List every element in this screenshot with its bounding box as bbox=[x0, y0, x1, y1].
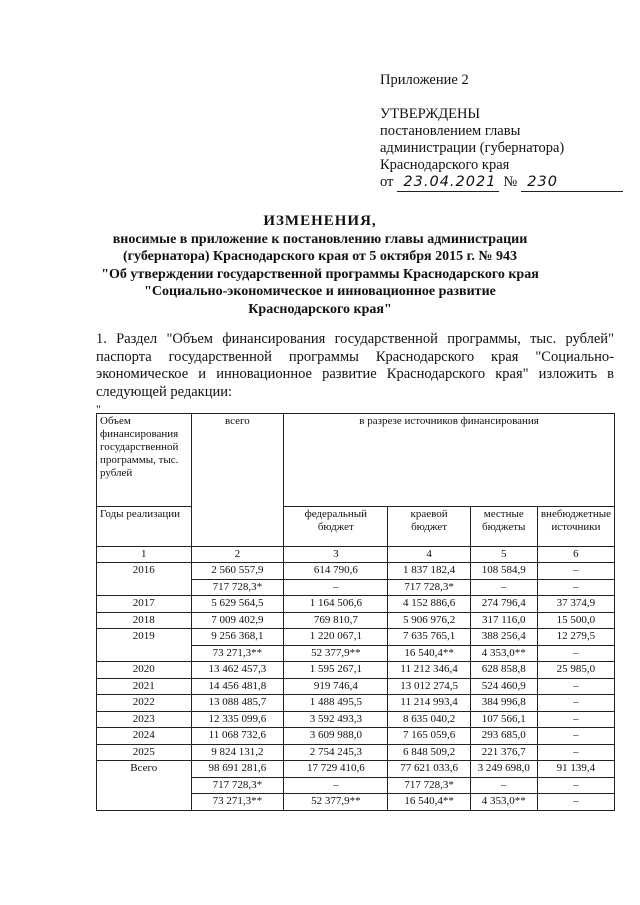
federal-cell: 919 746,4 bbox=[284, 678, 388, 695]
column-number: 5 bbox=[470, 547, 537, 563]
extra-cell: – bbox=[537, 695, 614, 712]
extra-cell: – bbox=[537, 794, 614, 811]
appendix-label: Приложение 2 bbox=[380, 72, 469, 88]
extra-cell: 15 500,0 bbox=[537, 612, 614, 629]
table-row bbox=[97, 563, 615, 580]
federal-cell: 1 488 495,5 bbox=[284, 695, 388, 712]
extra-cell: 37 374,9 bbox=[537, 596, 614, 613]
approved-label: УТВЕРЖДЕНЫ bbox=[380, 106, 481, 122]
year-cell: 2017 bbox=[97, 596, 192, 613]
number-prefix: № bbox=[503, 174, 518, 190]
regional-cell: 7 635 765,1 bbox=[388, 629, 470, 646]
regional-cell: 11 212 346,4 bbox=[388, 662, 470, 679]
regional-cell: 5 906 976,2 bbox=[388, 612, 470, 629]
year-cell: 2023 bbox=[97, 711, 192, 728]
local-cell: 384 996,8 bbox=[470, 695, 537, 712]
local-cell: – bbox=[470, 579, 537, 596]
title-line: вносимые в приложение к постановлению главы администрации bbox=[112, 231, 528, 247]
total-cell: 717 728,3* bbox=[191, 777, 284, 794]
local-cell: 293 685,0 bbox=[470, 728, 537, 745]
federal-cell: 769 810,7 bbox=[284, 612, 388, 629]
header-extra: внебюджетные источники bbox=[537, 507, 614, 547]
federal-cell: 52 377,9** bbox=[284, 794, 388, 811]
local-cell: 107 566,1 bbox=[470, 711, 537, 728]
column-number: 3 bbox=[284, 547, 388, 563]
extra-cell: 25 985,0 bbox=[537, 662, 614, 679]
years-label: Годы реализации bbox=[97, 507, 192, 547]
year-cell: 2022 bbox=[97, 695, 192, 712]
year-cell: 2019 bbox=[97, 629, 192, 646]
year-cell: 2024 bbox=[97, 728, 192, 745]
local-cell: 108 584,9 bbox=[470, 563, 537, 580]
header-federal: федеральный бюджет bbox=[284, 507, 388, 547]
local-cell: 221 376,7 bbox=[470, 744, 537, 761]
handwritten-date: 23.04.2021 bbox=[397, 174, 499, 192]
extra-cell: – bbox=[537, 711, 614, 728]
local-cell: 317 116,0 bbox=[470, 612, 537, 629]
extra-cell: – bbox=[537, 563, 614, 580]
regional-cell: 77 621 033,6 bbox=[388, 761, 470, 778]
total-cell: 73 271,3** bbox=[191, 794, 284, 811]
table-row bbox=[97, 794, 615, 811]
federal-cell: 2 754 245,3 bbox=[284, 744, 388, 761]
table-row bbox=[97, 612, 615, 629]
extra-cell: – bbox=[537, 579, 614, 596]
approval-line-2: администрации (губернатора) bbox=[380, 140, 565, 156]
column-number: 6 bbox=[537, 547, 614, 563]
year-cell: 2018 bbox=[97, 612, 192, 629]
regional-cell: 1 837 182,4 bbox=[388, 563, 470, 580]
extra-cell: 91 139,4 bbox=[537, 761, 614, 778]
regional-cell: 13 012 274,5 bbox=[388, 678, 470, 695]
table-row bbox=[97, 711, 615, 728]
federal-cell: 3 592 493,3 bbox=[284, 711, 388, 728]
regional-cell: 717 728,3* bbox=[388, 777, 470, 794]
regional-cell: 7 165 059,6 bbox=[388, 728, 470, 745]
year-cell: 2021 bbox=[97, 678, 192, 695]
financing-table bbox=[96, 413, 615, 811]
header-total-cont bbox=[191, 507, 284, 547]
total-cell: 2 560 557,9 bbox=[191, 563, 284, 580]
local-cell: 274 796,4 bbox=[470, 596, 537, 613]
regional-cell: 8 635 040,2 bbox=[388, 711, 470, 728]
approval-stamp bbox=[380, 72, 627, 192]
table-row bbox=[97, 678, 615, 695]
total-cell: 7 009 402,9 bbox=[191, 612, 284, 629]
year-cell: 2020 bbox=[97, 662, 192, 679]
local-cell: 3 249 698,0 bbox=[470, 761, 537, 778]
table-row bbox=[97, 645, 615, 662]
year-cell: Всего bbox=[97, 761, 192, 778]
regional-cell: 717 728,3* bbox=[388, 579, 470, 596]
regional-cell: 11 214 993,4 bbox=[388, 695, 470, 712]
title-line: "Социально-экономическое и инновационное развитие bbox=[144, 284, 496, 299]
total-cell: 9 256 368,1 bbox=[191, 629, 284, 646]
title-line: Краснодарского края" bbox=[248, 301, 392, 317]
local-cell: 388 256,4 bbox=[470, 629, 537, 646]
local-cell: 4 353,0** bbox=[470, 645, 537, 662]
table-row bbox=[97, 629, 615, 646]
total-cell: 14 456 481,8 bbox=[191, 678, 284, 695]
local-cell: 524 460,9 bbox=[470, 678, 537, 695]
table-row bbox=[97, 662, 615, 679]
total-cell: 13 088 485,7 bbox=[191, 695, 284, 712]
year-cell bbox=[97, 645, 192, 662]
total-cell: 5 629 564,5 bbox=[191, 596, 284, 613]
federal-cell: 3 609 988,0 bbox=[284, 728, 388, 745]
open-quote: " bbox=[96, 402, 101, 416]
handwritten-number: 230 bbox=[521, 174, 623, 192]
table-row bbox=[97, 761, 615, 778]
total-cell: 12 335 099,6 bbox=[191, 711, 284, 728]
title-heading: ИЗМЕНЕНИЯ, bbox=[263, 213, 377, 229]
local-cell: 4 353,0** bbox=[470, 794, 537, 811]
regional-cell: 16 540,4** bbox=[388, 645, 470, 662]
extra-cell: – bbox=[537, 645, 614, 662]
column-number: 4 bbox=[388, 547, 470, 563]
local-cell: – bbox=[470, 777, 537, 794]
table-row bbox=[97, 744, 615, 761]
extra-cell: – bbox=[537, 777, 614, 794]
header-total: всего bbox=[191, 414, 284, 507]
table-row bbox=[97, 695, 615, 712]
body-paragraph: 1. Раздел "Объем финансирования государственной программы, тыс. рублей" паспорта государственной программы Краснодарского края "Социально-экономическое и инновационное развитие Краснодарского края" изложить в следующей редакции: bbox=[96, 331, 614, 400]
regional-cell: 4 152 886,6 bbox=[388, 596, 470, 613]
document-title bbox=[90, 213, 550, 318]
total-cell: 73 271,3** bbox=[191, 645, 284, 662]
corner-label: Объем финансирования государственной программы, тыс. рублей bbox=[97, 414, 192, 507]
table-row bbox=[97, 728, 615, 745]
federal-cell: 1 220 067,1 bbox=[284, 629, 388, 646]
approval-line-1: постановлением главы bbox=[380, 123, 521, 139]
year-cell bbox=[97, 794, 192, 811]
header-sources: в разрезе источников финансирования bbox=[284, 414, 615, 507]
year-cell: 2016 bbox=[97, 563, 192, 580]
extra-cell: – bbox=[537, 744, 614, 761]
title-line: "Об утверждении государственной программы Краснодарского края bbox=[101, 266, 539, 282]
title-line: (губернатора) Краснодарского края от 5 октября 2015 г. № 943 bbox=[123, 249, 517, 264]
table-row bbox=[97, 777, 615, 794]
federal-cell: – bbox=[284, 579, 388, 596]
year-cell: 2025 bbox=[97, 744, 192, 761]
approval-date-line bbox=[380, 174, 627, 192]
header-regional: краевой бюджет bbox=[388, 507, 470, 547]
column-number: 2 bbox=[191, 547, 284, 563]
date-prefix: от bbox=[380, 174, 394, 190]
column-numbers-row bbox=[97, 547, 615, 563]
total-cell: 9 824 131,2 bbox=[191, 744, 284, 761]
regional-cell: 16 540,4** bbox=[388, 794, 470, 811]
total-cell: 11 068 732,6 bbox=[191, 728, 284, 745]
year-cell bbox=[97, 579, 192, 596]
year-cell bbox=[97, 777, 192, 794]
column-number: 1 bbox=[97, 547, 192, 563]
regional-cell: 6 848 509,2 bbox=[388, 744, 470, 761]
federal-cell: 614 790,6 bbox=[284, 563, 388, 580]
federal-cell: 1 164 506,6 bbox=[284, 596, 388, 613]
extra-cell: 12 279,5 bbox=[537, 629, 614, 646]
extra-cell: – bbox=[537, 678, 614, 695]
federal-cell: 17 729 410,6 bbox=[284, 761, 388, 778]
header-local: местные бюджеты bbox=[470, 507, 537, 547]
total-cell: 717 728,3* bbox=[191, 579, 284, 596]
table-row bbox=[97, 596, 615, 613]
local-cell: 628 858,8 bbox=[470, 662, 537, 679]
federal-cell: 52 377,9** bbox=[284, 645, 388, 662]
table-row bbox=[97, 579, 615, 596]
approval-line-3: Краснодарского края bbox=[380, 157, 510, 173]
federal-cell: 1 595 267,1 bbox=[284, 662, 388, 679]
extra-cell: – bbox=[537, 728, 614, 745]
total-cell: 13 462 457,3 bbox=[191, 662, 284, 679]
total-cell: 98 691 281,6 bbox=[191, 761, 284, 778]
federal-cell: – bbox=[284, 777, 388, 794]
